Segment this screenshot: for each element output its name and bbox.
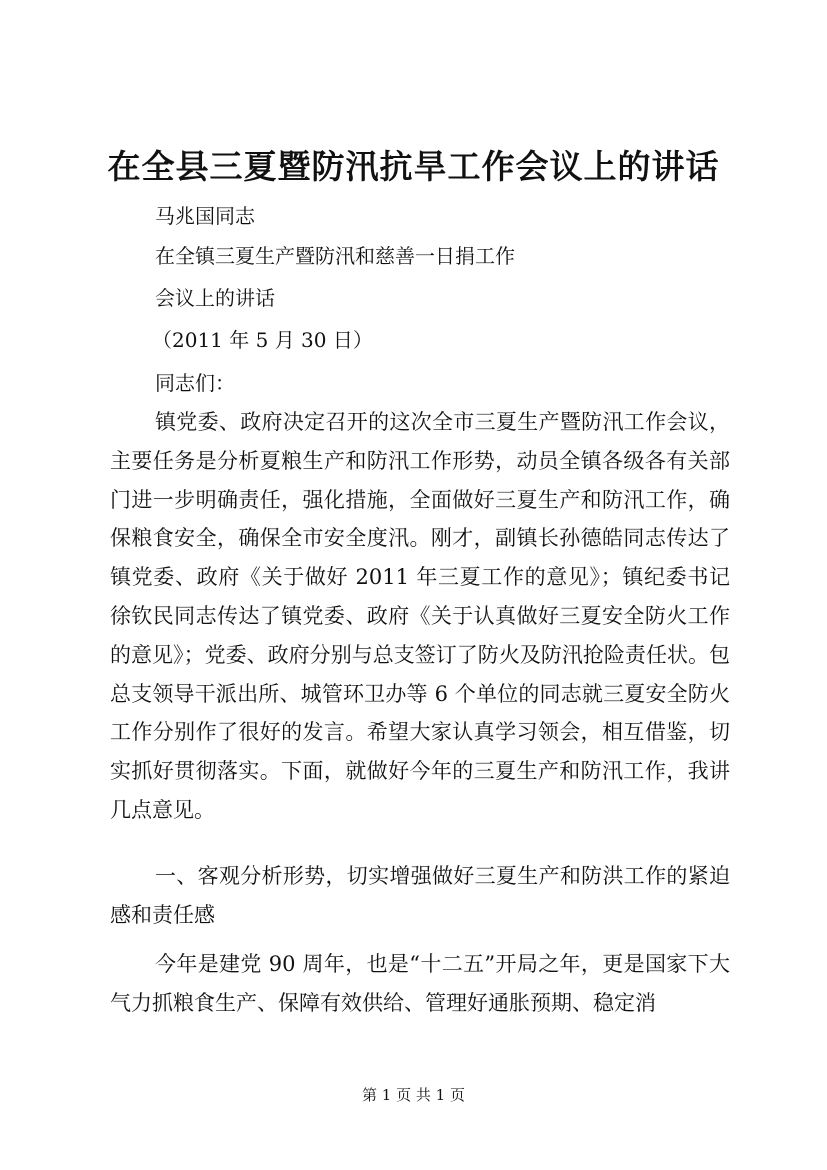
document-title: 在全县三夏暨防汛抗旱工作会议上的讲话 — [107, 147, 720, 186]
section-heading-1: 一、客观分析形势，切实增强做好三夏生产和防洪工作的紧迫感和责任感 — [110, 864, 730, 927]
paragraph-2: 今年是建党 90 周年，也是“十二五”开局之年，更是国家下大气力抓粮食生产、保障有效供给、管理好通胀预期、稳定消 — [110, 952, 730, 1015]
salutation: 同志们： — [155, 371, 235, 395]
subtitle-line-2: 会议上的讲话 — [155, 286, 275, 310]
speech-date: （2011 年 5 月 30 日） — [152, 328, 373, 352]
speaker-name: 马兆国同志 — [155, 204, 255, 228]
subtitle-line-1: 在全镇三夏生产暨防汛和慈善一日捐工作 — [155, 244, 515, 268]
page-number-footer: 第 1 页 共 1 页 — [362, 1086, 465, 1104]
paragraph-1: 镇党委、政府决定召开的这次全市三夏生产暨防汛工作会议，主要任务是分析夏粮生产和防汛工作形势，动员全镇各级各有关部门进一步明确责任，强化措施，全面做好三夏生产和防汛工作，确保粮食安全，确保全市安全度汛。刚才，副镇长孙德皓同志传达了镇党委、政府《关于做好 2011 年三夏工作的意见》；镇纪委书记徐钦民同志传达了镇党委、政府《关于认真做好三夏安全防火工作的意见》；党委、政府分别与总支签订了防火及防汛抢险责任状。包总支领导干派出所、城管环卫办等 6 个单位的同志就三夏安全防火工作分别作了很好的发言。希望大家认真学习领会，相互借鉴，切实抓好贯彻落实。下面，就做好今年的三夏生产和防汛工作，我讲几点意见。 — [110, 410, 730, 822]
